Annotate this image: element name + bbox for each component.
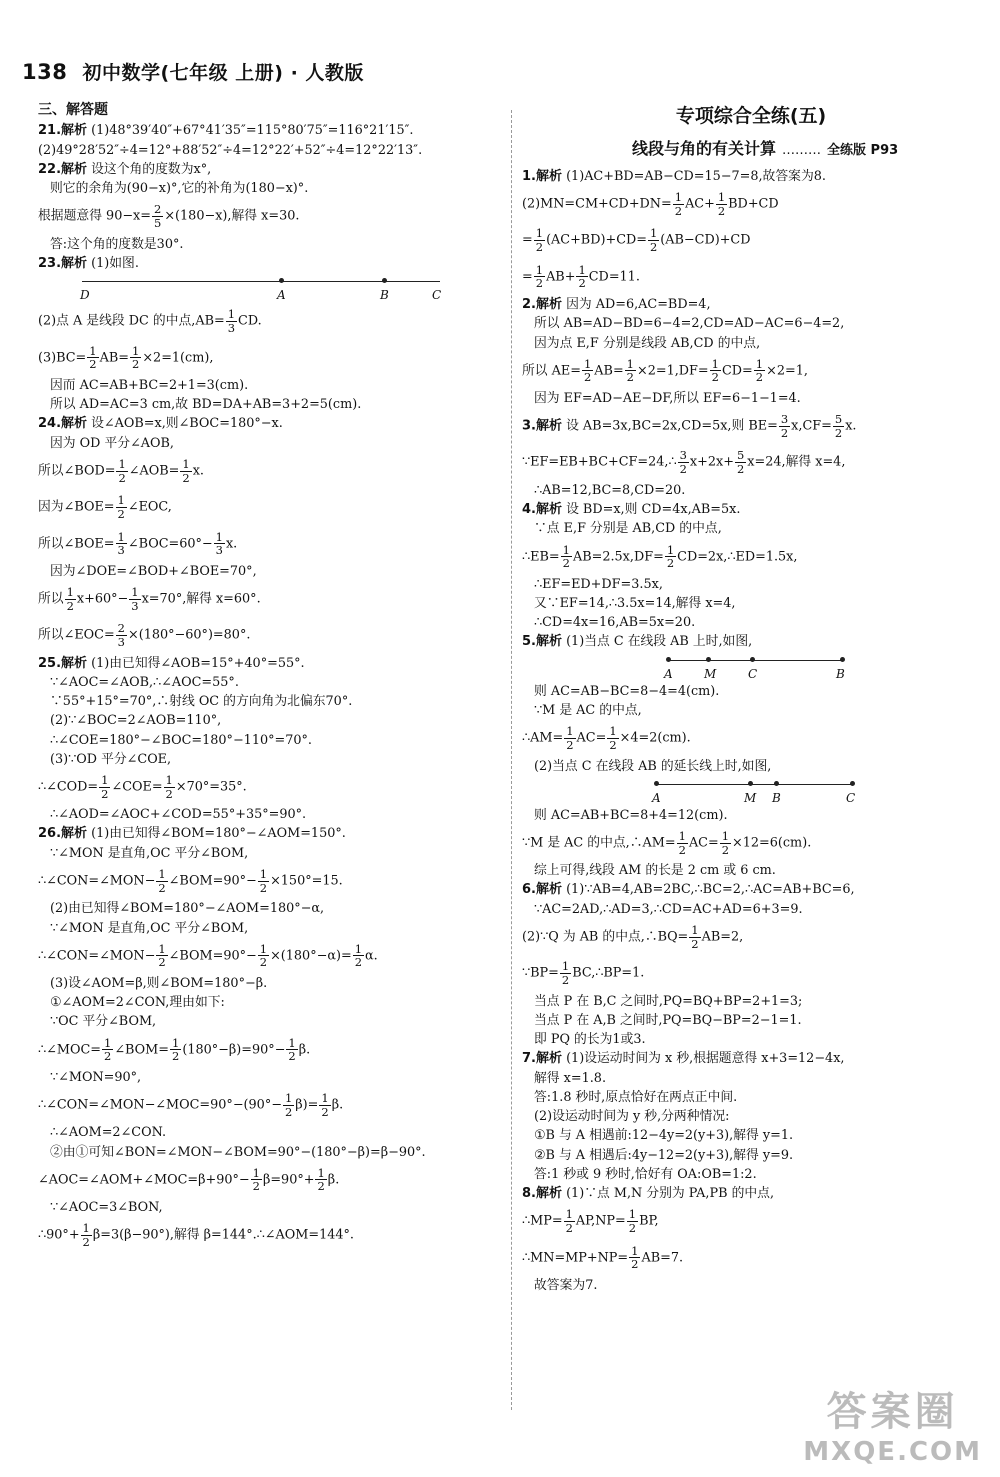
site-watermark: 答案圈 MXQE.COM bbox=[803, 1389, 982, 1467]
text-line: 所以 AE= $\frac{1}{2}$ AB= $\frac{1}{2}$ ×2=1,DF= $\frac{1}{2}$ CD= $\frac{1}{2}$ ×2=1, bbox=[522, 356, 808, 385]
point-label: B bbox=[772, 790, 781, 805]
text-line: 所以∠BOE= $\frac{1}{3}$ ∠BOC=60°− $\frac{1}{3}$ x. bbox=[38, 529, 238, 558]
text-line: ∴AM= $\frac{1}{2}$ AC= $\frac{1}{2}$ ×4=2(cm). bbox=[522, 724, 691, 752]
text-line: ②由①可知∠BON=∠MON−∠BOM=90°−(180°−β)=β−90°. bbox=[50, 1144, 426, 1160]
text-line: 所以 AD=AC=3 cm,故 BD=DA+AB=3+2=5(cm). bbox=[50, 397, 362, 413]
text-line: 因而 AC=AB+BC=2+1=3(cm). bbox=[50, 377, 249, 393]
text-line: 所以∠EOC= $\frac{2}{3}$ ×(180°−60°)=80°. bbox=[38, 621, 251, 649]
text-line: (2)49°28′52″÷4=12°+88′52″÷4=12°22′+52″÷4=12°22′13″. bbox=[38, 142, 423, 158]
text-line: ∴∠AOD=∠AOC+∠COD=55°+35°=90°. bbox=[50, 807, 307, 823]
text-line: 即 PQ 的长为1或3. bbox=[534, 1032, 646, 1048]
segment-diagram-amcb bbox=[522, 652, 980, 682]
problem-22 bbox=[38, 160, 500, 254]
point-c-dot bbox=[850, 781, 855, 786]
problem-tag: 22.解析 bbox=[38, 161, 88, 177]
text-line: (1)48°39′40″+67°41′35″=115°80′75″=116°21′15″. bbox=[91, 123, 414, 138]
text-line: = $\frac{1}{2}$ AB+ $\frac{1}{2}$ CD=11. bbox=[522, 262, 640, 291]
text-line: ∴AB=12,BC=8,CD=20. bbox=[534, 482, 686, 498]
page-reference: 全练版 P93 bbox=[827, 142, 899, 158]
text-line: 因为 EF=AD−AE−DF,所以 EF=6−1−1=4. bbox=[534, 391, 801, 406]
point-b-dot bbox=[840, 657, 845, 662]
point-label: A bbox=[664, 666, 673, 681]
text-line: 所以 $\frac{1}{2}$ x+60°− $\frac{1}{3}$ x=70°,解得 x=60°. bbox=[38, 585, 261, 613]
text-line: (2)当点 C 在线段 AB 的延长线上时,如图, bbox=[534, 758, 772, 774]
text-line: 因为点 E,F 分别是线段 AB,CD 的中点, bbox=[534, 335, 761, 351]
problem-25 bbox=[38, 654, 500, 825]
text-line: 因为 AD=6,AC=BD=4, bbox=[566, 296, 711, 312]
point-label: B bbox=[836, 666, 845, 681]
text-line: ∴EF=ED+DF=3.5x, bbox=[534, 576, 663, 592]
text-line: ∴∠CON=∠MON− $\frac{1}{2}$ ∠BOM=90°− $\frac{1}{2}$ ×(180°−α)= $\frac{1}{2}$ α. bbox=[38, 941, 378, 970]
problem-tag: 21.解析 bbox=[38, 123, 88, 138]
text-line: (1)∵AB=4,AB=2BC,∴BC=2,∴AC=AB+BC=6, bbox=[566, 882, 855, 898]
text-line: ∵OC 平分∠BOM, bbox=[50, 1014, 157, 1030]
point-b-dot bbox=[774, 781, 779, 786]
point-label: A bbox=[277, 288, 286, 303]
problem-tag: 5.解析 bbox=[522, 634, 562, 650]
text-line: (1)如图. bbox=[91, 255, 139, 271]
column-divider bbox=[511, 110, 512, 1410]
text-line: (1)当点 C 在线段 AB 上时,如图, bbox=[566, 634, 753, 650]
text-line: ①B 与 A 相遇前:12−4y=2(y+3),解得 y=1. bbox=[534, 1128, 794, 1144]
problem-tag: 3.解析 bbox=[522, 418, 562, 434]
problem-4 bbox=[522, 500, 980, 633]
text-line: (2)MN=CM+CD+DN= $\frac{1}{2}$ AC+ $\frac{1}{2}$ BD+CD bbox=[522, 190, 779, 218]
problem-tag: 24.解析 bbox=[38, 416, 88, 432]
point-a-dot bbox=[654, 781, 659, 786]
problem-1 bbox=[522, 167, 980, 295]
point-m-dot bbox=[748, 781, 753, 786]
text-line: (3)BC= $\frac{1}{2}$ AB= $\frac{1}{2}$ ×2=1(cm), bbox=[38, 343, 214, 372]
text-line: ∴∠MOC= $\frac{1}{2}$ ∠BOM= $\frac{1}{2}$ (180°−β)=90°− $\frac{1}{2}$ β. bbox=[38, 1035, 311, 1064]
text-line: 设这个角的度数为x°, bbox=[91, 161, 212, 177]
text-line: 当点 P 在 B,C 之间时,PQ=BQ+BP=2+1=3; bbox=[534, 993, 803, 1009]
text-line: 设∠AOB=x,则∠BOC=180°−x. bbox=[91, 416, 283, 432]
text-line: 则它的余角为(90−x)°,它的补角为(180−x)°. bbox=[50, 181, 309, 197]
point-label: M bbox=[704, 666, 717, 681]
text-line: 故答案为7. bbox=[534, 1277, 598, 1293]
text-line: (2)∵∠BOC=2∠AOB=110°, bbox=[50, 713, 222, 729]
problem-23 bbox=[38, 254, 500, 414]
text-line: ∵55°+15°=70°,∴射线 OC 的方向角为北偏东70°. bbox=[50, 694, 353, 710]
text-line: ∵∠AOC=∠AOB,∴∠AOC=55°. bbox=[50, 675, 239, 691]
text-line: 答:1.8 秒时,原点恰好在两点正中间. bbox=[534, 1089, 738, 1105]
text-line: (1)∵点 M,N 分别为 PA,PB 的中点, bbox=[566, 1185, 775, 1201]
text-line: ①∠AOM=2∠CON,理由如下: bbox=[50, 995, 225, 1011]
point-a-dot bbox=[279, 278, 284, 283]
point-label: B bbox=[380, 288, 389, 303]
point-label: C bbox=[748, 666, 758, 681]
text-line: 答:这个角的度数是30°. bbox=[50, 236, 184, 252]
segment-line bbox=[668, 660, 842, 661]
text-line: ∴MP= $\frac{1}{2}$ AP,NP= $\frac{1}{2}$ BP, bbox=[522, 1207, 659, 1236]
text-line: ∵EF=EB+BC+CF=24,∴ $\frac{3}{2}$ x+2x+ $\frac{5}{2}$ x=24,解得 x=4, bbox=[522, 448, 846, 477]
text-line: (3)∵OD 平分∠COE, bbox=[50, 751, 172, 767]
text-line: ∵AC=2AD,∴AD=3,∴CD=AC+AD=6+3=9. bbox=[534, 901, 803, 917]
text-line: (2)∵Q 为 AB 的中点,∴BQ= $\frac{1}{2}$ AB=2, bbox=[522, 923, 744, 951]
text-line: 因为 OD 平分∠AOB, bbox=[50, 435, 175, 451]
problem-tag: 2.解析 bbox=[522, 296, 562, 312]
problem-7 bbox=[522, 1049, 980, 1184]
text-line: 则 AC=AB−BC=8−4=4(cm). bbox=[534, 683, 720, 699]
text-line: (1)由已知得∠AOB=15°+40°=55°. bbox=[91, 655, 305, 671]
point-m-dot bbox=[706, 657, 711, 662]
problem-tag: 8.解析 bbox=[522, 1185, 562, 1201]
point-label: A bbox=[652, 790, 661, 805]
text-line: = $\frac{1}{2}$ (AC+BD)+CD= $\frac{1}{2}$ (AB−CD)+CD bbox=[522, 226, 751, 254]
point-label: M bbox=[744, 790, 757, 805]
text-line: ∴∠COD= $\frac{1}{2}$ ∠COE= $\frac{1}{2}$ ×70°=35°. bbox=[38, 773, 247, 801]
problem-tag: 4.解析 bbox=[522, 501, 562, 517]
point-label: D bbox=[80, 288, 90, 303]
left-column bbox=[38, 100, 500, 1254]
text-line: ∵BP= $\frac{1}{2}$ BC,∴BP=1. bbox=[522, 959, 645, 988]
problem-26 bbox=[38, 824, 500, 1253]
text-line: ∵∠MON=90°, bbox=[50, 1069, 142, 1085]
text-line: ∴∠COE=180°−∠BOC=180°−110°=70°. bbox=[50, 732, 312, 748]
section-title: 三、解答题 bbox=[38, 102, 108, 118]
text-line: ∴∠CON=∠MON− $\frac{1}{2}$ ∠BOM=90°− $\frac{1}{2}$ ×150°=15. bbox=[38, 867, 343, 895]
point-b-dot bbox=[382, 278, 387, 283]
point-label: C bbox=[846, 790, 856, 805]
text-line: 因为∠BOE= $\frac{1}{2}$ ∠EOC, bbox=[38, 493, 172, 521]
point-a-dot bbox=[666, 657, 671, 662]
right-column bbox=[522, 100, 980, 1295]
problem-tag: 23.解析 bbox=[38, 255, 88, 271]
point-label: C bbox=[432, 288, 442, 303]
problem-24 bbox=[38, 414, 500, 653]
text-line: ∴EB= $\frac{1}{2}$ AB=2.5x,DF= $\frac{1}{2}$ CD=2x,∴ED=1.5x, bbox=[522, 542, 798, 571]
text-line: ∵点 E,F 分别是 AB,CD 的中点, bbox=[534, 521, 722, 537]
text-line: ∠AOC=∠AOM+∠MOC=β+90°− $\frac{1}{2}$ β=90°+ $\frac{1}{2}$ β. bbox=[38, 1165, 340, 1194]
problem-8 bbox=[522, 1184, 980, 1295]
text-line: 解得 x=1.8. bbox=[534, 1070, 607, 1086]
text-line: (2)点 A 是线段 DC 的中点,AB= $\frac{1}{3}$ CD. bbox=[38, 307, 262, 335]
problem-2 bbox=[522, 295, 980, 408]
problem-5 bbox=[522, 632, 980, 880]
text-line: (3)设∠AOM=β,则∠BOM=180°−β. bbox=[50, 976, 268, 992]
problem-tag: 25.解析 bbox=[38, 655, 88, 671]
text-line: 因为∠DOE=∠BOD+∠BOE=70°, bbox=[50, 563, 257, 579]
text-line: (1)设运动时间为 x 秒,根据题意得 x+3=12−4x, bbox=[566, 1051, 845, 1067]
text-line: ②B 与 A 相遇后:4y−12=2(y+3),解得 y=9. bbox=[534, 1147, 794, 1163]
text-line: (1)AC+BD=AB−CD=15−7=8,故答案为8. bbox=[566, 168, 826, 184]
text-line: ∴MN=MP+NP= $\frac{1}{2}$ AB=7. bbox=[522, 1243, 684, 1272]
text-line: (2)设运动时间为 y 秒,分两种情况: bbox=[534, 1109, 730, 1125]
text-line: ∴∠CON=∠MON−∠MOC=90°−(90°− $\frac{1}{2}$ β)= $\frac{1}{2}$ β. bbox=[38, 1091, 344, 1119]
problem-tag: 6.解析 bbox=[522, 882, 562, 898]
text-line: 根据题意得 90−x= $\frac{2}{5}$ ×(180−x),解得 x=30. bbox=[38, 202, 300, 231]
text-line: 则 AC=AB+BC=8+4=12(cm). bbox=[534, 807, 728, 823]
text-line: ∴CD=4x=16,AB=5x=20. bbox=[534, 615, 696, 631]
text-line: 设 BD=x,则 CD=4x,AB=5x. bbox=[566, 501, 741, 517]
problem-3: 3.解析 设 AB=3x,BC=2x,CD=5x,则 BE= $\frac{3}{2}$ x,CF= $\frac{5}{2}$ x. ∵EF=EB+BC+CF=24,∴ $\frac{3}{2}$ x+2x+ $\frac{5}{2}$ x=24,解得 x=4, ∴AB=12,BC=8,CD=20. bbox=[522, 408, 980, 500]
text-line: ∵M 是 AC 的中点, bbox=[534, 703, 642, 719]
fraction: $\frac{1}{3}$ bbox=[227, 307, 236, 335]
text-line: 答:1 秒或 9 秒时,恰好有 OA:OB=1:2. bbox=[534, 1166, 757, 1182]
text-line: ∵∠AOC=3∠BON, bbox=[50, 1200, 163, 1216]
segment-diagram-dacb bbox=[38, 273, 500, 303]
segment-diagram-ambc bbox=[522, 776, 980, 806]
point-c-dot bbox=[750, 657, 755, 662]
text-line: 所以∠BOD= $\frac{1}{2}$ ∠AOB= $\frac{1}{2}$ x. bbox=[38, 456, 204, 485]
text-line: ∵M 是 AC 的中点,∴AM= $\frac{1}{2}$ AC= $\frac{1}{2}$ ×12=6(cm). bbox=[522, 829, 812, 857]
page-header bbox=[22, 58, 364, 85]
segment-line bbox=[656, 784, 852, 785]
section-subheading: 线段与角的有关计算 ……… 全练版 P93 bbox=[632, 138, 899, 158]
text-line: (2)由已知得∠BOM=180°−∠AOM=180°−α, bbox=[50, 901, 325, 917]
problem-6 bbox=[522, 880, 980, 1049]
section-heading: 专项综合全练(五) bbox=[675, 105, 827, 127]
text-line: ∴90°+ $\frac{1}{2}$ β=3(β−90°),解得 β=144°.∴∠AOM=144°. bbox=[38, 1221, 354, 1249]
fraction: $\frac{2}{5}$ bbox=[154, 202, 162, 231]
book-title: 初中数学(七年级 上册) · 人教版 bbox=[82, 62, 364, 84]
problem-21 bbox=[38, 121, 500, 160]
page-number: 138 bbox=[22, 60, 68, 84]
problem-tag: 26.解析 bbox=[38, 826, 88, 842]
text-line: 综上可得,线段 AM 的长是 2 cm 或 6 cm. bbox=[534, 863, 776, 879]
text-line: 又∵EF=14,∴3.5x=14,解得 x=4, bbox=[534, 596, 736, 612]
text-line: ∵∠MON 是直角,OC 平分∠BOM, bbox=[50, 845, 249, 861]
text-line: 当点 P 在 A,B 之间时,PQ=BQ−BP=2−1=1. bbox=[534, 1012, 802, 1028]
text-line: (1)由已知得∠BOM=180°−∠AOM=150°. bbox=[91, 826, 346, 842]
problem-tag: 1.解析 bbox=[522, 168, 562, 184]
text-line: ∴∠AOM=2∠CON. bbox=[50, 1125, 167, 1141]
problem-tag: 7.解析 bbox=[522, 1051, 562, 1067]
text-line: 所以 AB=AD−BD=6−4=2,CD=AD−AC=6−4=2, bbox=[534, 316, 845, 332]
text-line: ∵∠MON 是直角,OC 平分∠BOM, bbox=[50, 920, 249, 936]
